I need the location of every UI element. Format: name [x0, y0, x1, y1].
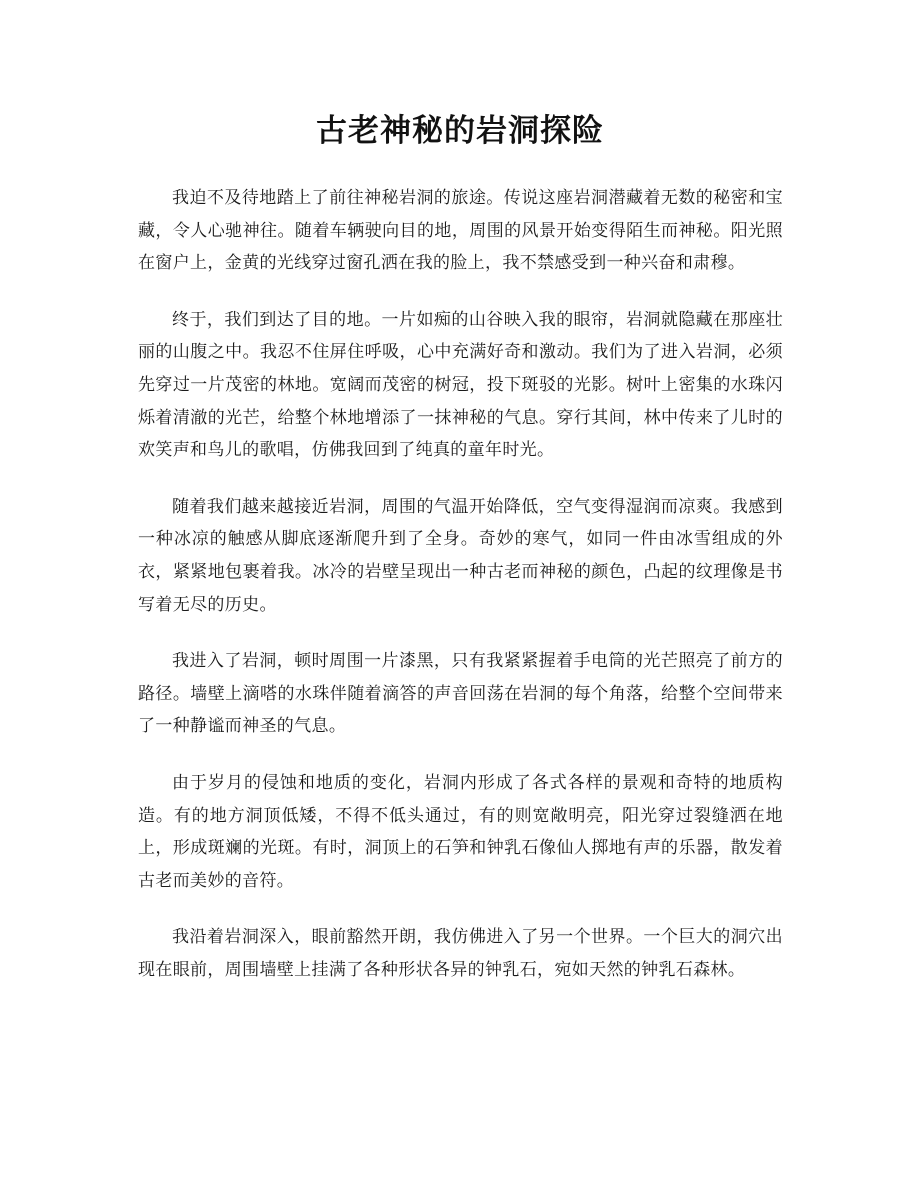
document-body — [138, 182, 783, 1010]
document-title: 古老神秘的岩洞探险 — [316, 113, 604, 149]
paragraph-1: 我迫不及待地踏上了前往神秘岩洞的旅途。传说这座岩洞潜藏着无数的秘密和宝藏，令人心驰神往。随着车辆驶向目的地，周围的风景开始变得陌生而神秘。阳光照在窗户上，金黄的光线穿过窗孔洒在我的脸上，我不禁感受到一种兴奋和肃穆。 — [138, 188, 783, 274]
paragraph-6: 我沿着岩洞深入，眼前豁然开朗，我仿佛进入了另一个世界。一个巨大的洞穴出现在眼前，周围墙壁上挂满了各种形状各异的钟乳石，宛如天然的钟乳石森林。 — [138, 927, 783, 980]
paragraph-2: 终于，我们到达了目的地。一片如痴的山谷映入我的眼帘，岩洞就隐藏在那座壮丽的山腹之中。我忍不住屏住呼吸，心中充满好奇和激动。我们为了进入岩洞，必须先穿过一片茂密的林地。宽阔而茂密的树冠，投下斑驳的光影。树叶上密集的水珠闪烁着清澈的光芒，给整个林地增添了一抹神秘的气息。穿行其间，林中传来了儿时的欢笑声和鸟儿的歌唱，仿佛我回到了纯真的童年时光。 — [138, 309, 783, 461]
paragraph-4: 我进入了岩洞，顿时周围一片漆黑，只有我紧紧握着手电筒的光芒照亮了前方的路径。墙壁上滴嗒的水珠伴随着滴答的声音回荡在岩洞的每个角落，给整个空间带来了一种静谧而神圣的气息。 — [138, 651, 783, 737]
paragraph-3: 随着我们越来越接近岩洞，周围的气温开始降低，空气变得湿润而凉爽。我感到一种冰凉的触感从脚底逐渐爬升到了全身。奇妙的寒气，如同一件由冰雪组成的外衣，紧紧地包裹着我。冰冷的岩壁呈现出一种古老而神秘的颜色，凸起的纹理像是书写着无尽的历史。 — [138, 496, 783, 615]
paragraph-5: 由于岁月的侵蚀和地质的变化，岩洞内形成了各式各样的景观和奇特的地质构造。有的地方洞顶低矮，不得不低头通过，有的则宽敞明亮，阳光穿过裂缝洒在地上，形成斑斓的光斑。有时，洞顶上的石笋和钟乳石像仙人掷地有声的乐器，散发着古老而美妙的音符。 — [138, 772, 783, 891]
